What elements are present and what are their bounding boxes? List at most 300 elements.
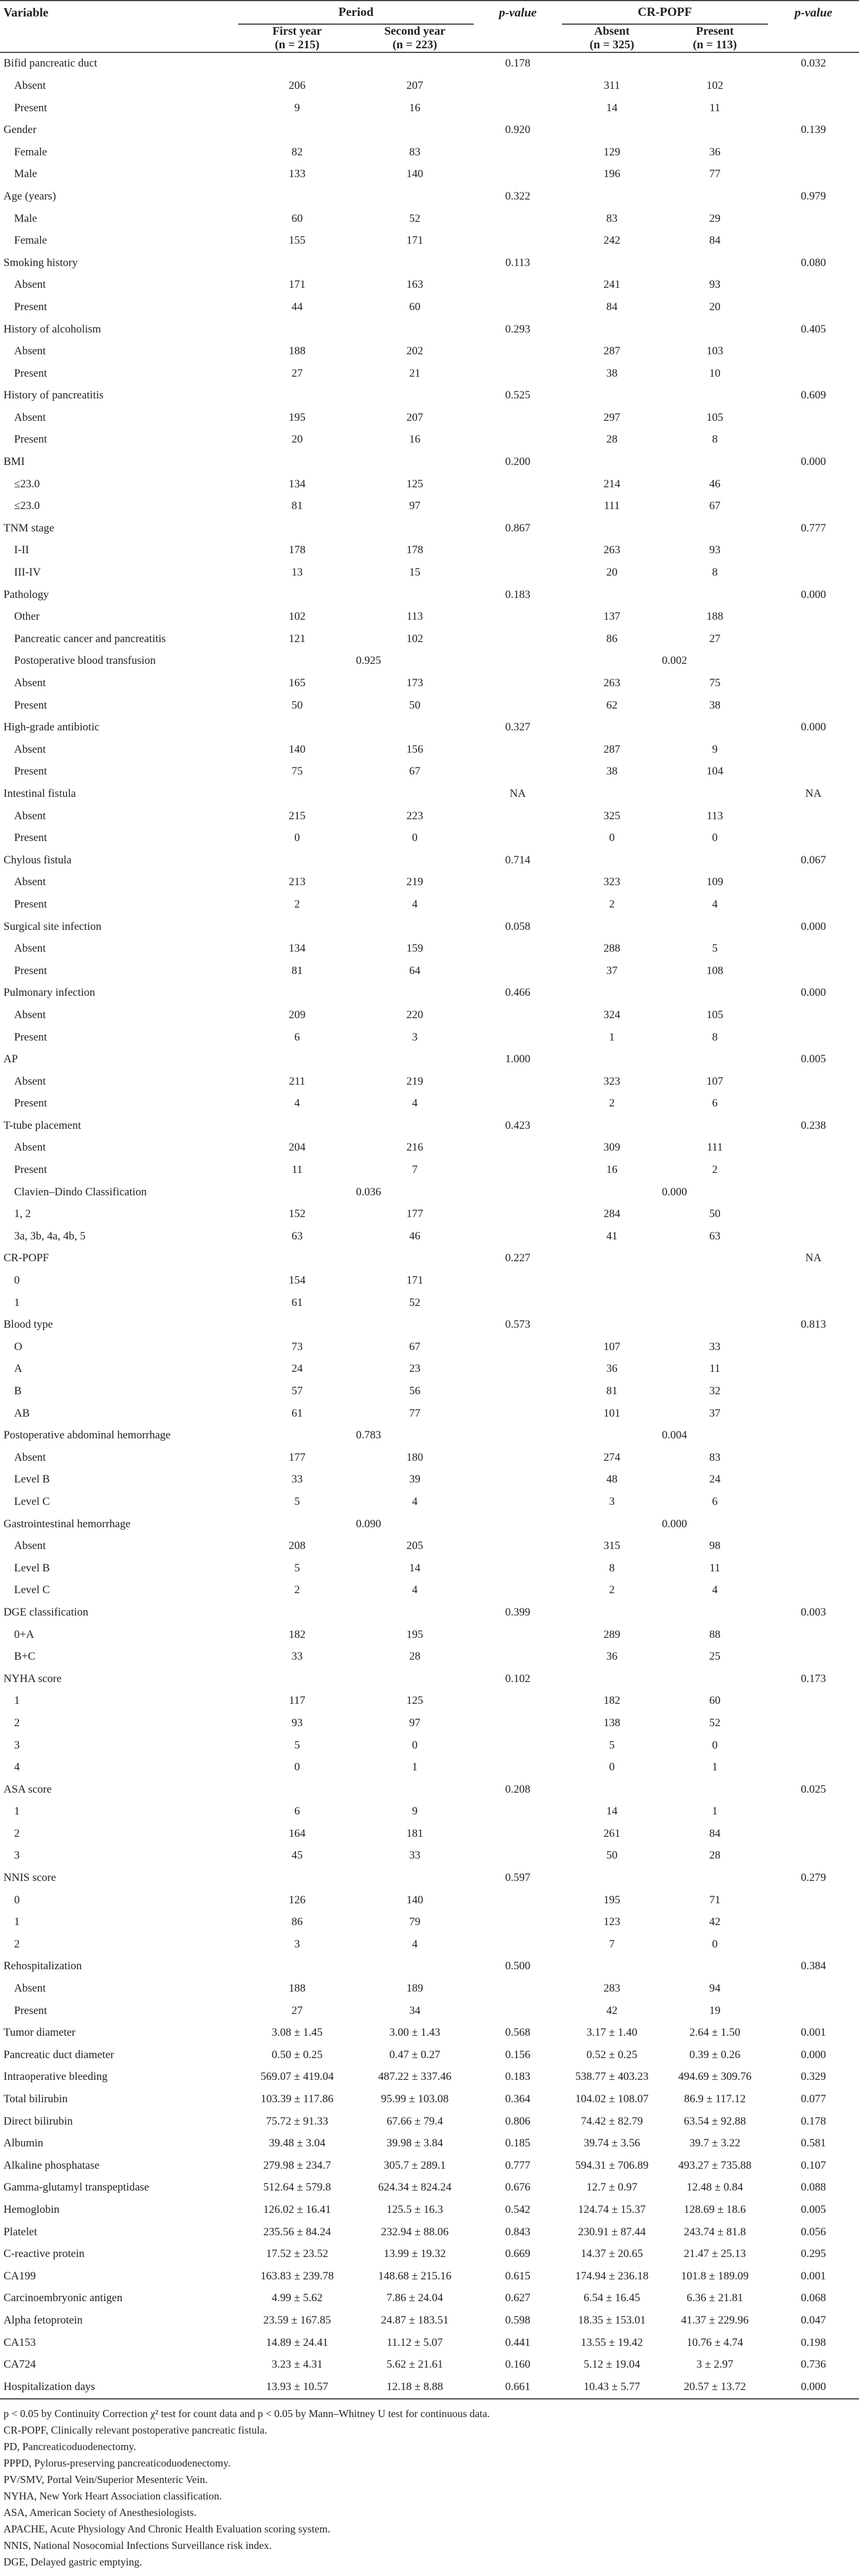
cell-p2: 0.077 xyxy=(801,2093,826,2106)
cell-empty xyxy=(562,318,662,341)
cell-empty xyxy=(474,1181,562,1204)
cell-p2: 0.777 xyxy=(801,521,826,534)
cell-empty xyxy=(768,1734,859,1757)
cell-label: ≤23.0 xyxy=(14,477,40,490)
cell-v1: 93 xyxy=(291,1716,303,1729)
cell-mid1: 0.090 xyxy=(356,1517,381,1530)
cell-v3: 124.74 ± 15.37 xyxy=(578,2203,646,2216)
cell-empty xyxy=(356,1048,474,1071)
cell-p2: 0.139 xyxy=(801,124,826,137)
cell-empty xyxy=(238,849,356,872)
cell-v1: 512.64 ± 579.8 xyxy=(263,2181,331,2194)
table-row xyxy=(0,1756,859,1779)
cell-empty xyxy=(474,1911,562,1933)
cell-v2: 140 xyxy=(406,1893,424,1906)
cell-v3: 5 xyxy=(609,1739,615,1751)
cell-empty xyxy=(768,1911,859,1933)
cell-v3: 37 xyxy=(606,964,618,977)
cell-v2: 102 xyxy=(406,632,424,645)
cell-v3: 137 xyxy=(603,610,621,623)
table-row xyxy=(0,318,859,341)
cell-v1: 3 xyxy=(294,1937,300,1950)
cell-v3: 297 xyxy=(603,411,621,424)
cell-label: NNIS score xyxy=(4,1872,56,1884)
cell-empty xyxy=(474,1424,562,1447)
cell-label: 3a, 3b, 4a, 4b, 5 xyxy=(14,1229,86,1242)
cell-empty xyxy=(356,916,474,938)
cell-label: Absent xyxy=(14,743,46,756)
cell-label: Rehospitalization xyxy=(4,1960,82,1973)
cell-v2: 223 xyxy=(406,809,424,822)
cell-v4: 36 xyxy=(709,145,721,158)
cell-p2: 0.088 xyxy=(801,2181,826,2194)
table-row xyxy=(0,2288,859,2310)
cell-empty xyxy=(356,52,474,75)
cell-v2: 34 xyxy=(409,2004,421,2017)
cell-empty xyxy=(562,1248,662,1270)
cell-v1: 13.93 ± 10.57 xyxy=(238,2376,356,2399)
cell-p1: 0.676 xyxy=(505,2181,531,2194)
cell-v1: 213 xyxy=(288,876,306,889)
cell-label: Platelet xyxy=(4,2225,37,2238)
cell-label: C-reactive protein xyxy=(4,2248,85,2261)
table-row xyxy=(0,429,859,451)
cell-v4: 94 xyxy=(709,1982,721,1995)
cell-label: Present xyxy=(14,964,47,977)
cell-empty xyxy=(238,1048,356,1071)
cell-empty xyxy=(474,1845,562,1867)
cell-empty xyxy=(474,1646,562,1668)
cell-v3: 14 xyxy=(606,101,618,114)
cell-v2: 77 xyxy=(409,1407,421,1420)
cell-empty xyxy=(562,584,662,606)
table-row xyxy=(0,1491,859,1513)
cell-v1: 133 xyxy=(288,168,306,181)
cell-v1: 81 xyxy=(291,500,303,513)
cell-label: Present xyxy=(14,300,47,313)
cell-empty xyxy=(474,1026,562,1049)
cell-label: Tumor diameter xyxy=(4,2026,76,2039)
table-row xyxy=(0,1845,859,1867)
cell-empty xyxy=(662,916,768,938)
cell-v1: 86 xyxy=(291,1916,303,1929)
table-row xyxy=(0,584,859,606)
cell-empty xyxy=(562,1779,662,1801)
cell-v3: 195 xyxy=(603,1893,621,1906)
cell-label: Absent xyxy=(14,1982,46,1995)
cell-v1: 63 xyxy=(291,1229,303,1242)
cell-empty xyxy=(768,296,859,318)
cell-empty xyxy=(662,1292,768,1314)
cell-v4: 5 xyxy=(712,942,718,955)
cell-v1: 215 xyxy=(288,809,306,822)
cell-empty xyxy=(238,916,356,938)
cell-p2: 0.000 xyxy=(801,920,826,933)
cell-empty xyxy=(768,1823,859,1845)
table-row xyxy=(0,1115,859,1137)
footnote: PPPD, Pylorus-preserving pancreaticoduodenectomy. xyxy=(4,2457,231,2469)
cell-v1: 102 xyxy=(288,610,306,623)
table-row xyxy=(0,1712,859,1734)
cell-empty xyxy=(768,1269,859,1292)
cell-v1: 4 xyxy=(294,1097,300,1110)
cell-v4: 102 xyxy=(706,79,724,92)
table-row xyxy=(0,1668,859,1690)
cell-empty xyxy=(562,1115,662,1137)
cell-label: 1 xyxy=(14,1805,20,1818)
table-row xyxy=(0,1513,859,1535)
table-row xyxy=(0,52,859,75)
cell-empty xyxy=(474,1557,562,1580)
table-row xyxy=(0,650,859,673)
cell-label: Total bilirubin xyxy=(4,2093,68,2106)
cell-p1: 0.843 xyxy=(505,2225,531,2238)
cell-v1: 61 xyxy=(291,1296,303,1309)
cell-label: A xyxy=(14,1362,22,1375)
cell-p1: 0.293 xyxy=(505,323,531,335)
cell-label: Absent xyxy=(14,278,46,291)
cell-empty xyxy=(356,1314,474,1336)
cell-empty xyxy=(768,893,859,916)
cell-v3: 324 xyxy=(603,1008,621,1021)
table-row xyxy=(0,1580,859,1602)
cell-label: 2 xyxy=(14,1716,20,1729)
cell-p1: 0.573 xyxy=(505,1318,531,1331)
cell-v3: 83 xyxy=(606,212,618,225)
cell-v3: 74.42 ± 82.79 xyxy=(581,2115,643,2128)
cell-v4: 77 xyxy=(709,168,721,181)
table-row xyxy=(0,1889,859,1912)
cell-empty xyxy=(562,783,662,805)
cell-p2: 0.173 xyxy=(801,1672,826,1685)
cell-empty xyxy=(768,672,859,694)
table-row xyxy=(0,1159,859,1181)
table-row xyxy=(0,1269,859,1292)
cell-label: Pancreatic cancer and pancreatitis xyxy=(14,632,166,645)
table-row xyxy=(0,761,859,783)
cell-empty xyxy=(768,739,859,761)
cell-v1: 60 xyxy=(291,212,303,225)
cell-empty xyxy=(768,1889,859,1912)
cell-v1: 152 xyxy=(288,1208,306,1221)
cell-v4: 0 xyxy=(712,832,718,845)
cell-p1: 0.183 xyxy=(505,2070,531,2083)
cell-empty xyxy=(474,960,562,982)
table-row xyxy=(0,1225,859,1248)
cell-empty xyxy=(474,893,562,916)
cell-v4: 37 xyxy=(709,1407,721,1420)
cell-empty xyxy=(474,208,562,230)
cell-label: Age (years) xyxy=(4,190,56,202)
header-crpopf: CR-POPF xyxy=(562,1,768,24)
cell-v4: 103 xyxy=(706,345,724,358)
cell-p2: 0.056 xyxy=(801,2225,826,2238)
cell-empty xyxy=(474,164,562,186)
cell-empty xyxy=(562,52,662,75)
cell-empty xyxy=(562,982,662,1005)
cell-v3: 263 xyxy=(603,677,621,690)
cell-v1: 177 xyxy=(288,1451,306,1464)
cell-v3: 196 xyxy=(603,168,621,181)
cell-empty xyxy=(768,827,859,849)
cell-v3: 3 xyxy=(609,1495,615,1508)
cell-v2: 67 xyxy=(409,1340,421,1353)
cell-empty xyxy=(768,1756,859,1779)
cell-empty xyxy=(768,208,859,230)
cell-v3: 323 xyxy=(603,1075,621,1088)
cell-empty xyxy=(238,318,356,341)
cell-v3: 287 xyxy=(603,743,621,756)
cell-v3: 242 xyxy=(603,234,621,247)
table-row xyxy=(0,252,859,274)
cell-empty xyxy=(474,650,562,673)
cell-label: ASA score xyxy=(4,1783,52,1796)
cell-empty xyxy=(768,1071,859,1093)
cell-v3: 594.31 ± 706.89 xyxy=(575,2159,649,2172)
cell-v3: 274 xyxy=(603,1451,621,1464)
footnote: p < 0.05 by Continuity Correction χ² test for count data and p < 0.05 by Mann–Whitney U test for continuous data. xyxy=(4,2407,490,2419)
cell-v3: 14.37 ± 20.65 xyxy=(581,2248,643,2261)
cell-label: Intestinal fistula xyxy=(4,787,76,800)
cell-v3: 0.52 ± 0.25 xyxy=(586,2048,638,2061)
cell-v2: 3.00 ± 1.43 xyxy=(389,2026,441,2039)
cell-empty xyxy=(238,185,356,208)
cell-v4: 1 xyxy=(712,1761,718,1774)
cell-label: 4 xyxy=(14,1761,20,1774)
cell-v1: 5 xyxy=(294,1739,300,1751)
cell-p2: 0.609 xyxy=(801,389,826,402)
cell-v2: 5.62 ± 21.61 xyxy=(387,2358,443,2371)
cell-empty xyxy=(356,982,474,1005)
cell-v2: 140 xyxy=(406,168,424,181)
cell-empty xyxy=(662,1956,768,1978)
cell-v2: 12.18 ± 8.88 xyxy=(356,2376,474,2399)
cell-empty xyxy=(662,1779,768,1801)
table-row xyxy=(0,827,859,849)
cell-v1: 5 xyxy=(294,1561,300,1574)
cell-empty xyxy=(768,1225,859,1248)
cell-empty xyxy=(662,849,768,872)
cell-p2: 0.813 xyxy=(801,1318,826,1331)
header-present: Present (n = 113) xyxy=(662,24,768,52)
cell-v2: 13.99 ± 19.32 xyxy=(384,2248,446,2261)
cell-p1: 0.500 xyxy=(505,1960,531,1973)
header-first-year: First year (n = 215) xyxy=(238,24,356,52)
cell-v1: 14.89 ± 24.41 xyxy=(266,2336,328,2349)
table-row xyxy=(0,2022,859,2044)
cell-empty xyxy=(474,1933,562,1956)
cell-empty xyxy=(768,1712,859,1734)
cell-v4: 88 xyxy=(709,1628,721,1641)
cell-v1: 2 xyxy=(294,1584,300,1597)
cell-v3: 104.02 ± 108.07 xyxy=(575,2093,649,2106)
header-absent: Absent (n = 325) xyxy=(562,24,662,52)
table-row xyxy=(0,1358,859,1381)
cell-p1: 0.183 xyxy=(505,588,531,601)
cell-v2: 11.12 ± 5.07 xyxy=(387,2336,443,2349)
cell-v1: 165 xyxy=(288,677,306,690)
cell-label: Male xyxy=(14,168,38,181)
cell-v1: 164 xyxy=(288,1827,306,1840)
cell-p1: 0.597 xyxy=(505,1872,531,1884)
cell-v3: 50 xyxy=(606,1849,618,1862)
cell-p1: 0.156 xyxy=(505,2048,531,2061)
cell-label: Absent xyxy=(14,1075,46,1088)
cell-v1: 103.39 ± 117.86 xyxy=(261,2093,334,2106)
cell-label: T-tube placement xyxy=(4,1119,81,1132)
cell-v2: 163 xyxy=(406,278,424,291)
cell-empty xyxy=(662,1867,768,1889)
cell-empty xyxy=(474,230,562,252)
cell-empty xyxy=(474,1071,562,1093)
cell-empty xyxy=(768,1026,859,1049)
cell-v3: 12.7 ± 0.97 xyxy=(586,2181,638,2194)
cell-empty xyxy=(474,628,562,650)
cell-v1: 134 xyxy=(288,942,306,955)
cell-empty xyxy=(768,1580,859,1602)
cell-p1: 0.466 xyxy=(505,986,531,999)
cell-empty xyxy=(238,1867,356,1889)
cell-v2: 39.98 ± 3.84 xyxy=(387,2137,443,2150)
table-row xyxy=(0,739,859,761)
cell-empty xyxy=(238,783,356,805)
cell-v4: 60 xyxy=(709,1694,721,1707)
cell-v4: 107 xyxy=(706,1075,724,1088)
cell-label: Absent xyxy=(14,1141,46,1154)
cell-empty xyxy=(662,1048,768,1071)
cell-v4: 39.7 ± 3.22 xyxy=(689,2137,741,2150)
cell-empty xyxy=(474,1358,562,1381)
cell-empty xyxy=(662,1115,768,1137)
table-row xyxy=(0,2066,859,2089)
cell-empty xyxy=(768,1159,859,1181)
cell-v2: 50 xyxy=(409,699,421,712)
cell-label: Absent xyxy=(14,677,46,690)
footnote: CR-POPF, Clinically relevant postoperative pancreatic fistula. xyxy=(4,2424,267,2436)
table-row xyxy=(0,164,859,186)
footnote: NYHA, New York Heart Association classification. xyxy=(4,2489,222,2502)
cell-p2: 0.000 xyxy=(801,2048,826,2061)
cell-empty xyxy=(474,1402,562,1425)
table-row xyxy=(0,1624,859,1646)
cell-empty xyxy=(768,1424,859,1447)
cell-v1: 44 xyxy=(291,300,303,313)
cell-v1: 134 xyxy=(288,477,306,490)
cell-p1: 0.920 xyxy=(505,124,531,137)
cell-p1: 0.542 xyxy=(505,2203,531,2216)
cell-empty xyxy=(356,849,474,872)
cell-label: History of pancreatitis xyxy=(4,389,104,402)
cell-v1: 117 xyxy=(289,1694,305,1707)
cell-empty xyxy=(562,716,662,739)
cell-empty xyxy=(768,1845,859,1867)
cell-v2: 97 xyxy=(409,1716,421,1729)
cell-v2: 95.99 ± 103.08 xyxy=(381,2093,449,2106)
table-row xyxy=(0,1801,859,1823)
cell-empty xyxy=(474,827,562,849)
cell-label: Direct bilirubin xyxy=(4,2115,73,2128)
cell-label: Female xyxy=(14,145,47,158)
cell-p1: 0.058 xyxy=(505,920,531,933)
cell-v4: 75 xyxy=(709,677,721,690)
cell-empty xyxy=(562,185,662,208)
table-row xyxy=(0,473,859,496)
cell-label: Absent xyxy=(14,1008,46,1021)
cell-empty xyxy=(662,982,768,1005)
cell-empty xyxy=(768,1447,859,1469)
cell-v2: 207 xyxy=(406,411,424,424)
cell-p1: 0.867 xyxy=(505,521,531,534)
cell-empty xyxy=(662,385,768,407)
cell-p2: 0.405 xyxy=(801,323,826,335)
cell-p2: 0.001 xyxy=(801,2026,826,2039)
table-row xyxy=(0,1203,859,1225)
cell-label: Absent xyxy=(14,345,46,358)
cell-empty xyxy=(474,340,562,363)
cell-label: Bifid pancreatic duct xyxy=(4,57,98,70)
table-row xyxy=(0,849,859,872)
cell-empty xyxy=(356,385,474,407)
cell-v4: 0 xyxy=(712,1739,718,1751)
cell-empty xyxy=(768,2000,859,2022)
footnote: PV/SMV, Portal Vein/Superior Mesenteric Vein. xyxy=(4,2473,208,2485)
cell-p2: 0.279 xyxy=(801,1872,826,1884)
table-body xyxy=(0,52,859,2399)
cell-v3: 48 xyxy=(606,1473,618,1486)
cell-v1: 0 xyxy=(294,1761,300,1774)
cell-v3: 174.94 ± 236.18 xyxy=(575,2269,649,2282)
cell-empty xyxy=(238,650,356,673)
cell-p1: 0.615 xyxy=(505,2269,531,2282)
cell-v4: 38 xyxy=(709,699,721,712)
cell-v4: 27 xyxy=(709,632,721,645)
table-row xyxy=(0,2376,859,2399)
cell-v2: 15 xyxy=(409,566,421,579)
cell-v4: 63.54 ± 92.88 xyxy=(684,2115,746,2128)
cell-v1: 33 xyxy=(291,1650,303,1663)
cell-v1: 569.07 ± 419.04 xyxy=(260,2070,334,2083)
cell-v4: 41.37 ± 229.96 xyxy=(681,2314,749,2326)
cell-v1: 11 xyxy=(291,1164,303,1176)
cell-v3: 263 xyxy=(603,544,621,557)
table-row xyxy=(0,1026,859,1049)
cell-label: Other xyxy=(14,610,40,623)
cell-p1: 0.669 xyxy=(505,2248,531,2261)
cell-p1: 0.185 xyxy=(505,2137,531,2150)
cell-v2: 9 xyxy=(412,1805,418,1818)
cell-p2: 0.178 xyxy=(801,2115,826,2128)
cell-label: Chylous fistula xyxy=(4,853,72,866)
cell-p1: 0.714 xyxy=(505,853,531,866)
cell-empty xyxy=(474,1580,562,1602)
cell-p1: 0.568 xyxy=(505,2026,531,2039)
cell-empty xyxy=(474,429,562,451)
cell-v3: 284 xyxy=(603,1208,621,1221)
cell-v1: 155 xyxy=(288,234,306,247)
cell-p2: 0.979 xyxy=(801,190,826,202)
cell-v2: 64 xyxy=(409,964,421,977)
cell-p2: 0.025 xyxy=(801,1783,826,1796)
cell-v3: 81 xyxy=(606,1385,618,1398)
cell-p2: 0.067 xyxy=(801,853,826,866)
cell-label: CA724 xyxy=(4,2358,36,2371)
cell-v1: 0 xyxy=(294,832,300,845)
table-row xyxy=(0,2132,859,2155)
cell-v1: 204 xyxy=(288,1141,306,1154)
cell-empty xyxy=(238,1956,356,1978)
cell-p1: 0.627 xyxy=(505,2292,531,2305)
cell-empty xyxy=(474,1159,562,1181)
